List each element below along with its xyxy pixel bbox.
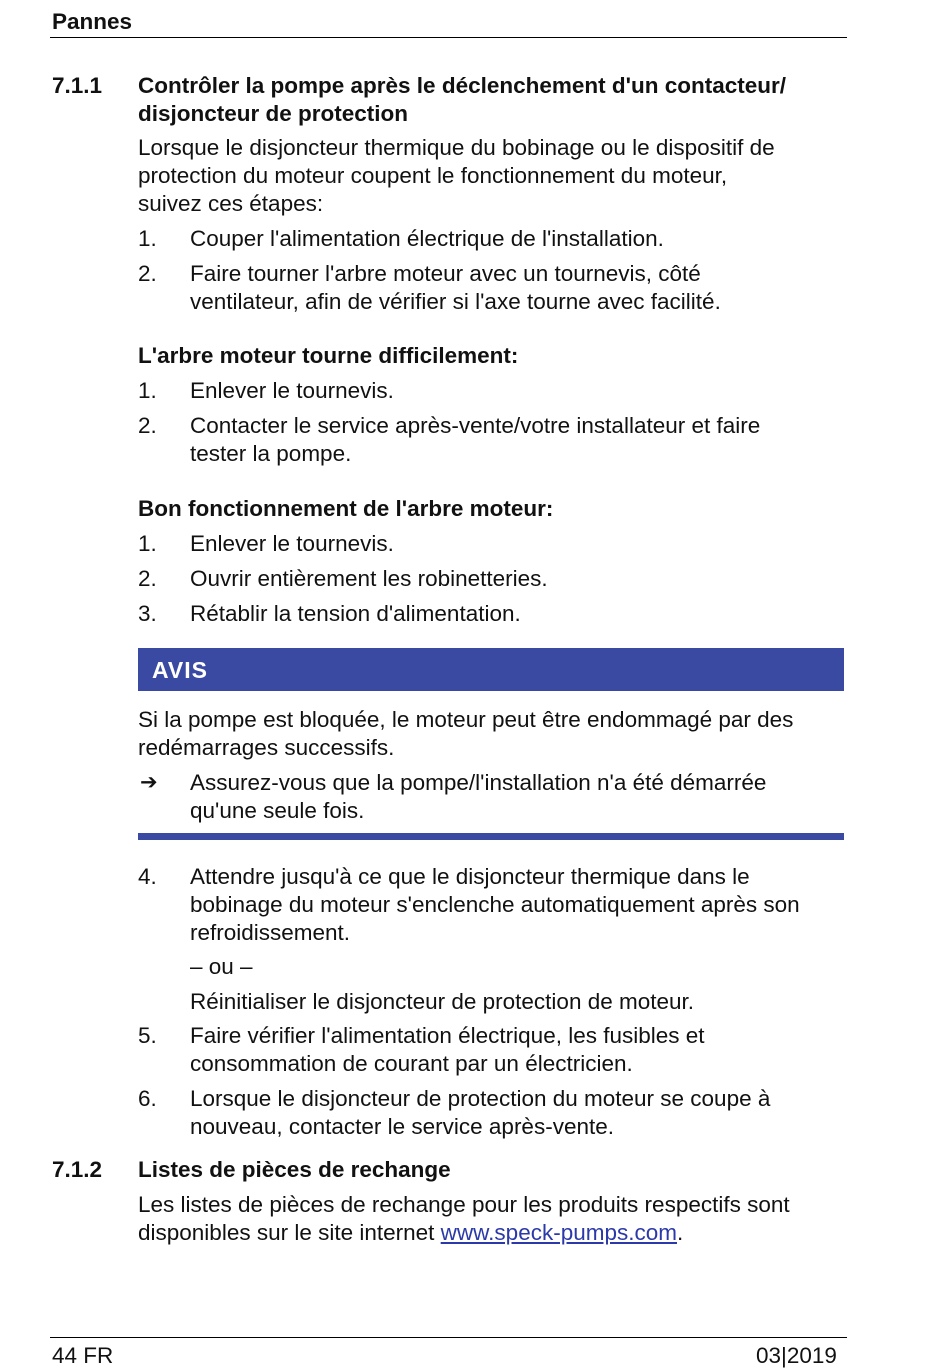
step-text-cont: tester la pompe. xyxy=(190,441,352,466)
step-number: 1. xyxy=(138,378,157,403)
notice-text-line2: redémarrages successifs. xyxy=(138,735,395,760)
step-number: 4. xyxy=(138,864,157,889)
notice-action-line1: Assurez-vous que la pompe/l'installation n'a été démarrée xyxy=(190,770,767,795)
page-header-title: Pannes xyxy=(52,9,133,34)
step-number: 3. xyxy=(138,601,157,626)
step-text-cont: refroidissement. xyxy=(190,920,351,945)
step-text: Couper l'alimentation électrique de l'installation. xyxy=(190,226,664,251)
step-number: 2. xyxy=(138,261,157,286)
intro-line1: Lorsque le disjoncteur thermique du bobinage ou le dispositif de xyxy=(138,135,775,160)
website-link[interactable]: www.speck-pumps.com xyxy=(440,1220,677,1245)
spare-parts-text-line2 xyxy=(138,1219,848,1247)
section-title: Listes de pièces de rechange xyxy=(138,1157,451,1182)
header-rule xyxy=(50,37,847,38)
intro-line2: protection du moteur coupent le fonctionnement du moteur, xyxy=(138,163,728,188)
step-number: 1. xyxy=(138,531,157,556)
spare-parts-prefix: disponibles sur le site internet xyxy=(138,1220,441,1245)
step-text: Faire vérifier l'alimentation électrique, les fusibles et xyxy=(190,1023,705,1048)
arrow-right-icon: ➔ xyxy=(140,771,158,794)
step-text: Enlever le tournevis. xyxy=(190,531,394,556)
step-text-cont: ventilateur, afin de vérifier si l'axe tourne avec facilité. xyxy=(190,289,721,314)
step-text: Attendre jusqu'à ce que le disjoncteur thermique dans le xyxy=(190,864,750,889)
page-number: 44 FR xyxy=(52,1343,114,1368)
notice-banner: AVIS xyxy=(138,648,844,691)
section-number: 7.1.1 xyxy=(52,73,103,98)
step-number: 5. xyxy=(138,1023,157,1048)
step-text: Contacter le service après-vente/votre installateur et faire xyxy=(190,413,761,438)
step-number: 2. xyxy=(138,566,157,591)
step-text: Ouvrir entièrement les robinetteries. xyxy=(190,566,548,591)
section-title-line1: Contrôler la pompe après le déclenchement d'un contacteur/ xyxy=(138,73,786,98)
notice-bottom-bar xyxy=(138,833,844,840)
notice-action-line2: qu'une seule fois. xyxy=(190,798,365,823)
step-text: Enlever le tournevis. xyxy=(190,378,394,403)
spare-parts-text-line1: Les listes de pièces de rechange pour les produits respectifs sont xyxy=(138,1192,790,1217)
step-number: 2. xyxy=(138,413,157,438)
intro-line3: suivez ces étapes: xyxy=(138,191,324,216)
spare-parts-suffix: . xyxy=(677,1220,684,1245)
or-separator: – ou – xyxy=(190,954,253,979)
subheading-good-rotation: Bon fonctionnement de l'arbre moteur: xyxy=(138,496,554,521)
step-text: Rétablir la tension d'alimentation. xyxy=(190,601,521,626)
section-number: 7.1.2 xyxy=(52,1157,103,1182)
step-number: 6. xyxy=(138,1086,157,1111)
step-number: 1. xyxy=(138,226,157,251)
reset-instruction: Réinitialiser le disjoncteur de protection de moteur. xyxy=(190,989,695,1014)
subheading-hard-rotation: L'arbre moteur tourne difficilement: xyxy=(138,343,519,368)
document-date: 03|2019 xyxy=(756,1343,837,1368)
step-text: Lorsque le disjoncteur de protection du moteur se coupe à xyxy=(190,1086,771,1111)
notice-text-line1: Si la pompe est bloquée, le moteur peut être endommagé par des xyxy=(138,707,794,732)
footer-rule xyxy=(50,1337,847,1338)
step-text-cont: consommation de courant par un électricien. xyxy=(190,1051,633,1076)
section-title-line2: disjoncteur de protection xyxy=(138,101,409,126)
step-text-cont: nouveau, contacter le service après-vente. xyxy=(190,1114,614,1139)
step-text: Faire tourner l'arbre moteur avec un tournevis, côté xyxy=(190,261,701,286)
step-text-cont: bobinage du moteur s'enclenche automatiquement après son xyxy=(190,892,800,917)
